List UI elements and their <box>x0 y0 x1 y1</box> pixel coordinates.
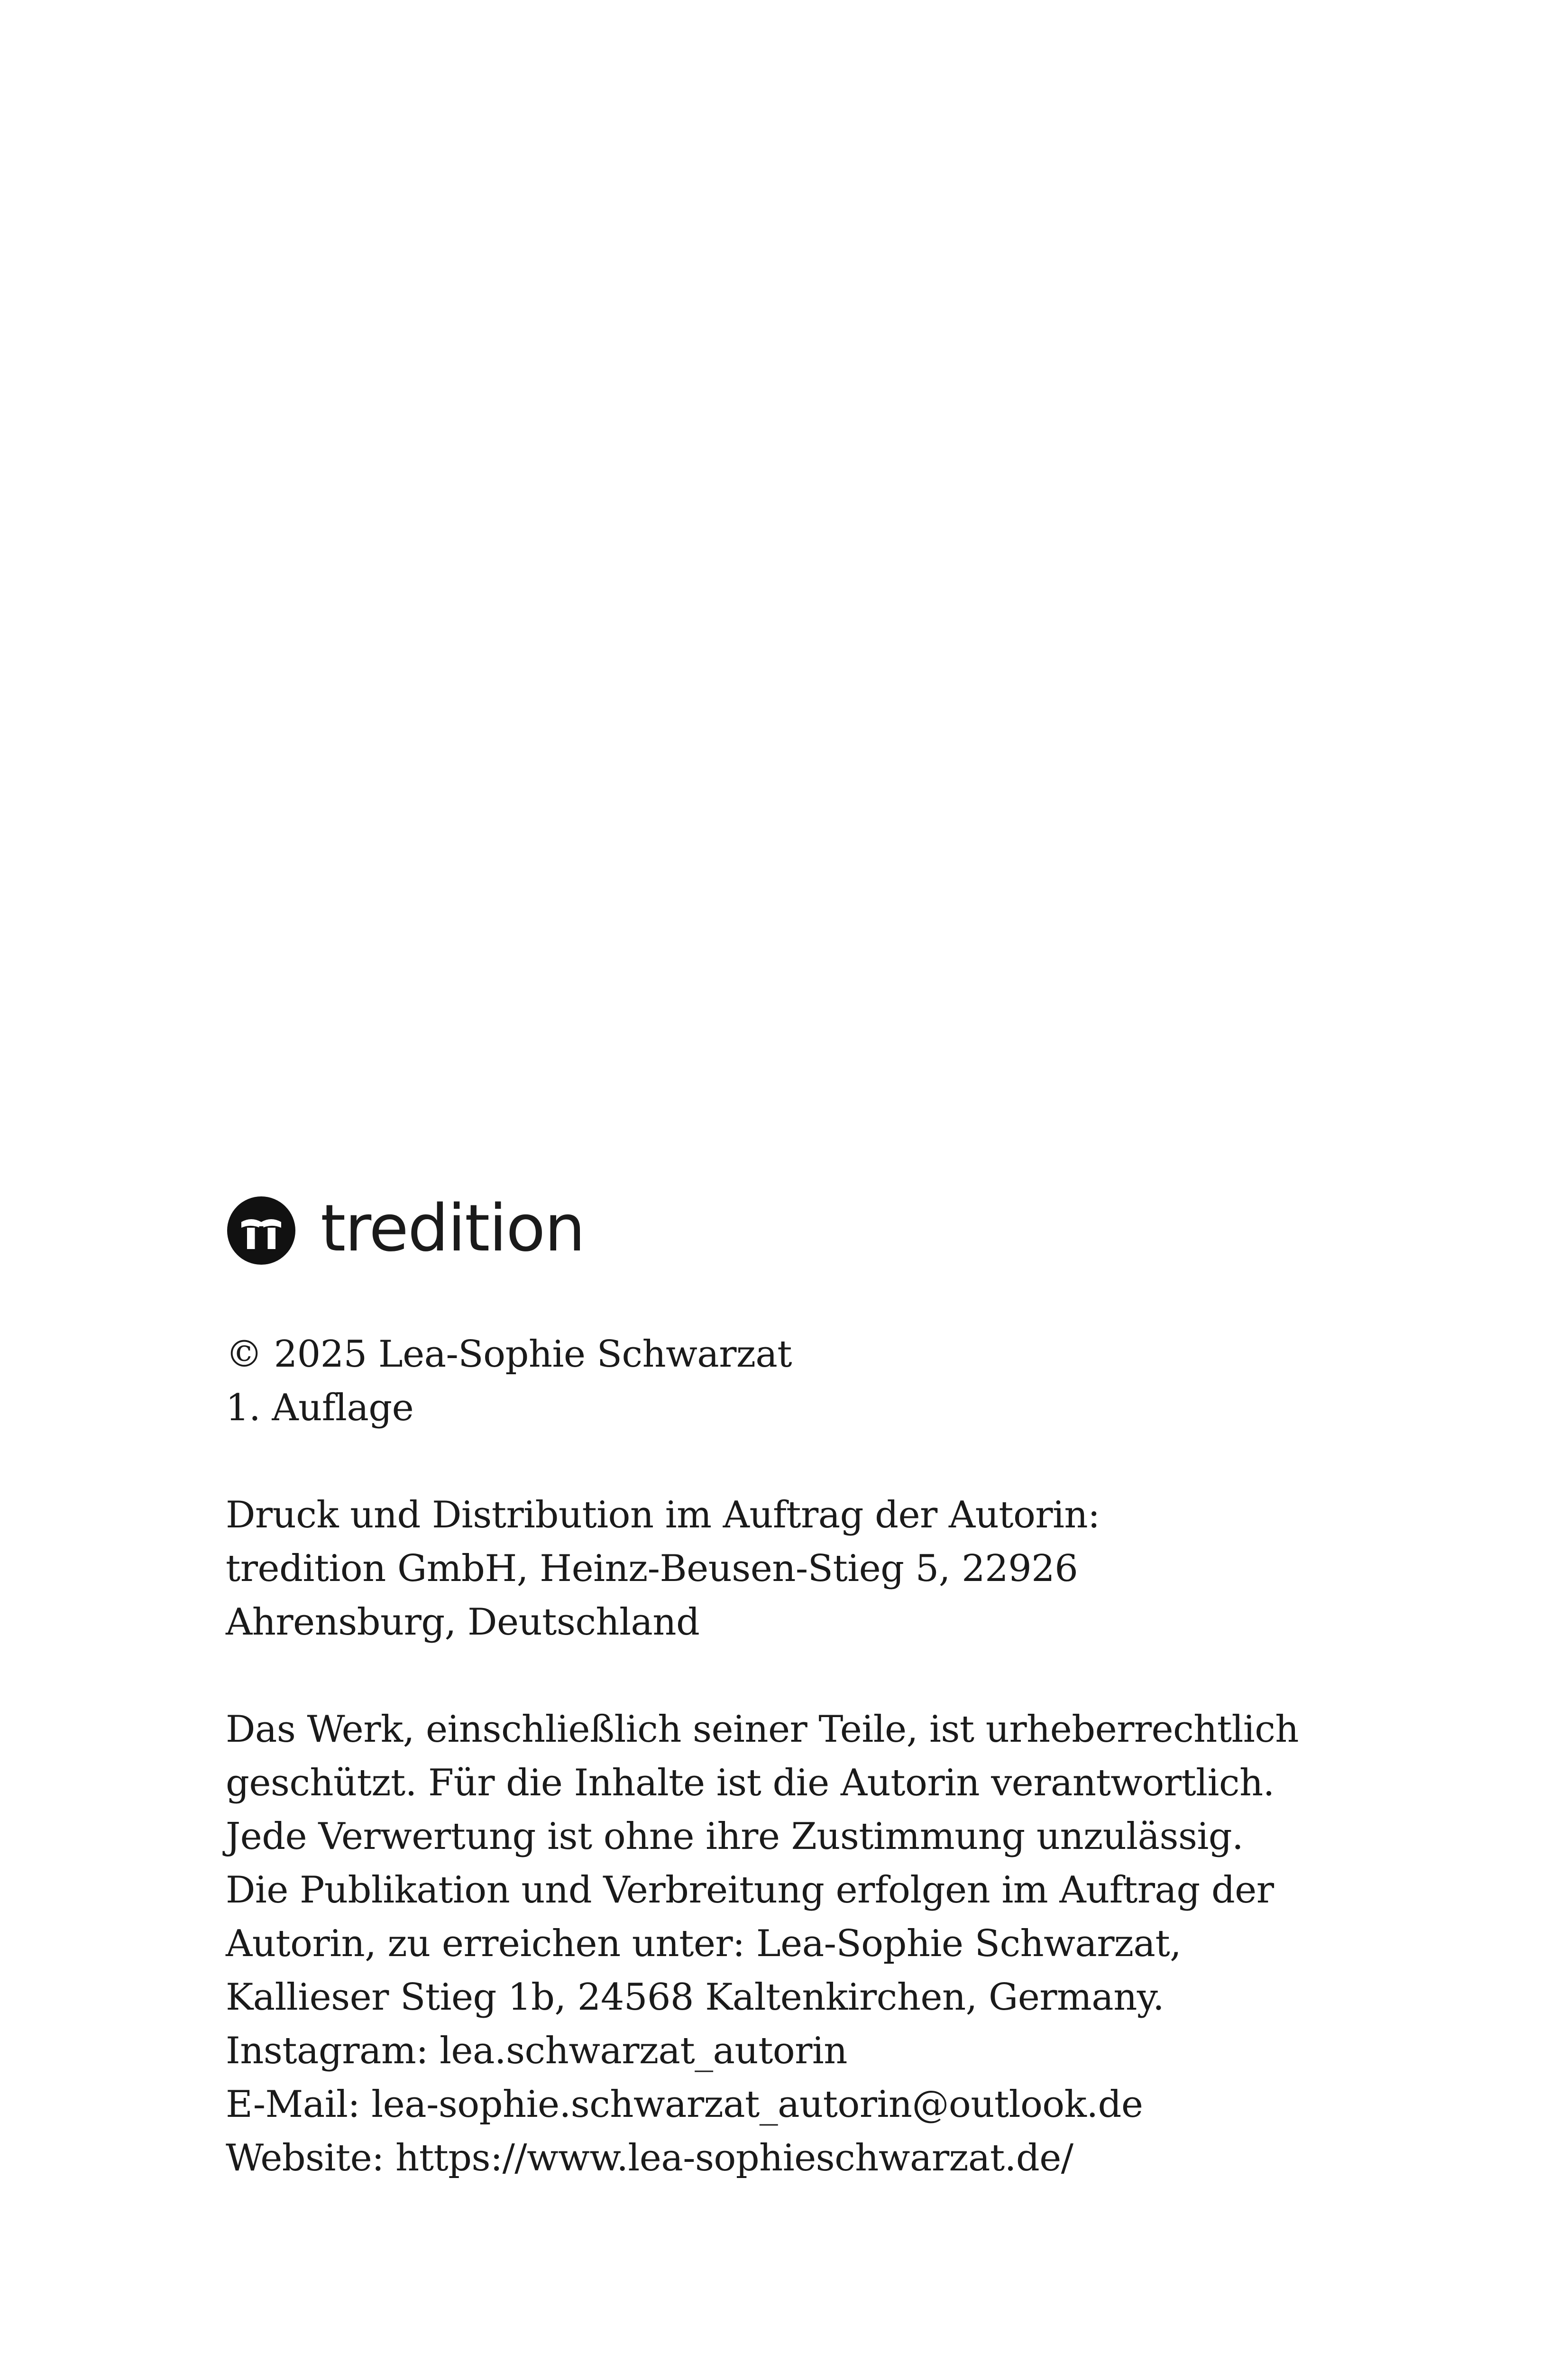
tredition-book-mark-icon <box>226 1195 297 1266</box>
distribution-line-2: tredition GmbH, Heinz-Beusen-Stieg 5, 22926 <box>226 1547 1078 1590</box>
website-line: Website: https://www.lea-sophieschwarzat.de/ <box>226 2137 1073 2179</box>
rights-line-2: geschützt. Für die Inhalte ist die Autorin verantwortlich. <box>226 1762 1275 1804</box>
rights-line-4: Die Publikation und Verbreitung erfolgen im Auftrag der <box>226 1869 1274 1912</box>
imprint-text <box>226 1328 1440 2185</box>
rights-line-6: Kallieser Stieg 1b, 24568 Kaltenkirchen, Germany. <box>226 1976 1165 2019</box>
publisher-logo <box>226 1193 585 1268</box>
copyright-line: © 2025 Lea-Sophie Schwarzat <box>226 1333 792 1376</box>
edition-line: 1. Auflage <box>226 1387 414 1429</box>
email-line: E-Mail: lea-sophie.schwarzat_autorin@outlook.de <box>226 2083 1143 2126</box>
rights-line-5: Autorin, zu erreichen unter: Lea-Sophie Schwarzat, <box>226 1922 1182 1965</box>
paragraph-gap <box>226 1649 1440 1703</box>
publisher-name: tredition <box>321 1191 585 1266</box>
instagram-line: Instagram: lea.schwarzat_autorin <box>226 2030 847 2072</box>
distribution-line-3: Ahrensburg, Deutschland <box>226 1601 700 1644</box>
rights-line-3: Jede Verwertung ist ohne ihre Zustimmung unzulässig. <box>226 1815 1244 1858</box>
paragraph-gap <box>226 1435 1440 1489</box>
rights-line-1: Das Werk, einschließlich seiner Teile, ist urheberrechtlich <box>226 1708 1299 1751</box>
distribution-line-1: Druck und Distribution im Auftrag der Autorin: <box>226 1494 1100 1536</box>
